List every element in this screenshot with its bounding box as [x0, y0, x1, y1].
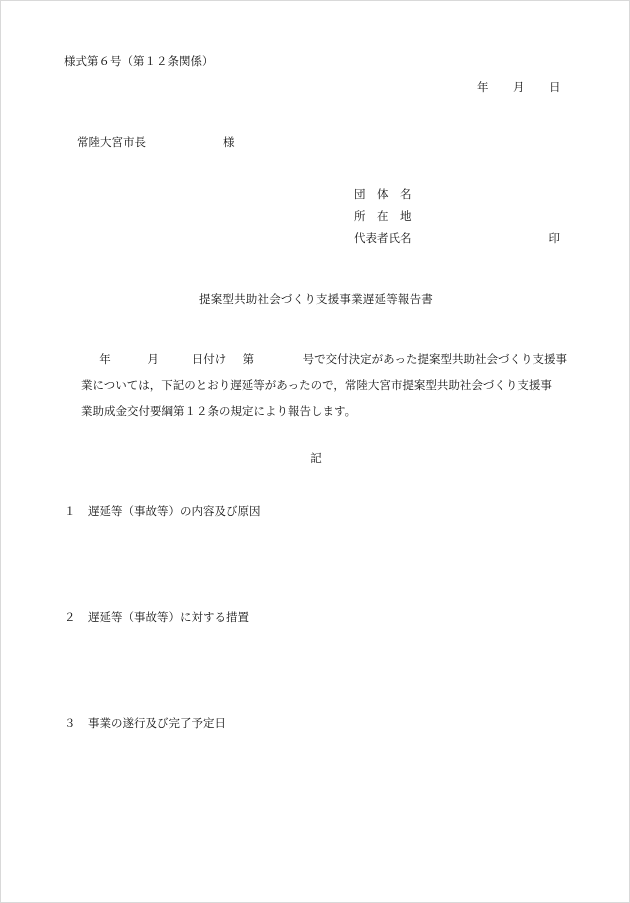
date-month-label: 月	[513, 80, 525, 94]
body-dai: 第	[242, 352, 255, 366]
applicant-address-label: 所 在 地	[354, 209, 412, 223]
applicant-rep-label: 代表者氏名	[354, 231, 412, 245]
list-item	[64, 506, 261, 518]
applicant-block	[354, 187, 560, 253]
item-number: １	[64, 504, 76, 518]
body-dated: 日付け	[191, 352, 227, 366]
seal-mark: 印	[548, 231, 560, 245]
applicant-address-line	[354, 209, 560, 231]
list-item	[64, 718, 226, 730]
applicant-org-label: 団 体 名	[354, 187, 412, 201]
item-label: 遅延等（事故等）の内容及び原因	[88, 504, 261, 518]
item-label: 遅延等（事故等）に対する措置	[88, 610, 249, 624]
date-day-label: 日	[549, 80, 561, 94]
body-line-3: 業助成金交付要綱第１２条の規定により報告します。	[81, 404, 357, 418]
date-line	[477, 82, 561, 94]
body-line-1	[81, 346, 567, 372]
recipient-line	[77, 137, 235, 149]
body-line-2: 業については，下記のとおり遅延等があったので，常陸大宮市提案型共助社会づくり支援事	[81, 378, 552, 392]
item-label: 事業の遂行及び完了予定日	[88, 716, 226, 730]
document-title: 提案型共助社会づくり支援事業遅延等報告書	[199, 292, 433, 306]
ki-heading: 記	[310, 451, 322, 465]
body-paragraph	[81, 346, 567, 424]
body-month: 月	[147, 352, 159, 366]
applicant-org-line	[354, 187, 560, 209]
body-line1-tail: 号で交付決定があった提案型共助社会づくり支援事	[302, 352, 567, 366]
body-year: 年	[99, 352, 111, 366]
list-item	[64, 612, 249, 624]
form-number: 様式第６号（第１２条関係）	[64, 54, 214, 68]
item-number: ３	[64, 716, 76, 730]
recipient-mayor: 常陸大宮市長	[77, 135, 146, 149]
recipient-honorific: 様	[223, 135, 235, 149]
date-year-label: 年	[477, 80, 489, 94]
item-number: ２	[64, 610, 76, 624]
applicant-rep-line	[354, 231, 560, 253]
